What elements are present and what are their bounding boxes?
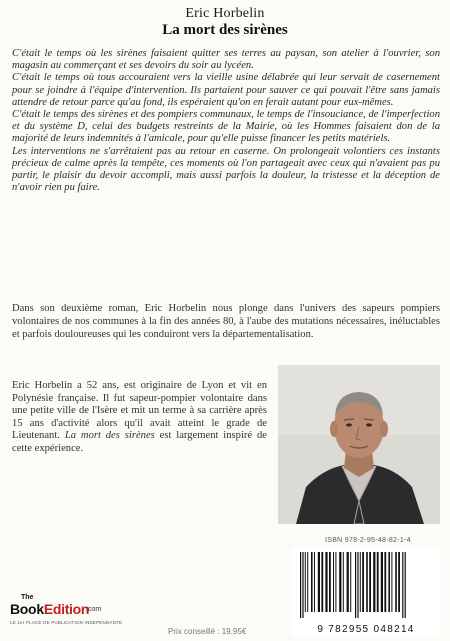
author-name: Eric Horbelin <box>185 6 265 21</box>
isbn-label: ISBN 978-2-95-48-82-1-4 <box>325 537 411 544</box>
barcode-bar <box>369 552 371 612</box>
barcode-bar <box>329 552 331 612</box>
barcode-bar <box>402 552 403 618</box>
barcode-bar <box>307 552 308 612</box>
barcode-bar <box>335 552 336 612</box>
barcode-bar <box>388 552 390 612</box>
author-bio <box>12 380 267 456</box>
publisher-name <box>10 601 89 617</box>
excerpt-paragraph: C'était le temps où les sirènes faisaient quitter ses terres au paysan, son atelier à l'ouvrier, son magasin au commerçant et ses devoirs du soir au lycéen. <box>12 48 440 72</box>
barcode-bar <box>384 552 386 612</box>
barcode-bar <box>350 552 351 612</box>
barcode-bar <box>360 552 361 612</box>
barcode-bar <box>300 552 301 618</box>
excerpt-block <box>12 48 440 194</box>
barcode-bar <box>405 552 406 618</box>
barcode-bars <box>292 548 440 622</box>
barcode-bar <box>343 552 344 612</box>
barcode-bar <box>347 552 349 612</box>
book-summary: Dans son deuxième roman, Eric Horbelin nous plonge dans l'univers des sapeurs pompiers volontaires de nos communes à la fin des années 80, à l'aube des mutations nécessaires, inéluctables et parfois douloureuses qui les conduiront vers la départementalisation. <box>12 303 440 340</box>
publisher-name-book: Book <box>10 601 44 617</box>
barcode-bar <box>398 552 400 612</box>
book-title: La mort des sirènes <box>162 22 288 38</box>
barcode-bar <box>321 552 323 612</box>
barcode-bar <box>318 552 320 612</box>
bio-text-end: est largement inspiré de cette expérience. <box>12 430 267 454</box>
author-photo <box>278 365 440 524</box>
excerpt-paragraph: C'était le temps des sirènes et des pompiers communaux, le temps de l'insouciance, de l'imperfection et du système D, celui des budgets restreints de la Mairie, où les Hommes faisaient don de la majorité de leurs indemnités à l'amicale, pour qu'elle puisse financer les petits matériels. <box>12 109 440 145</box>
barcode-bar <box>311 552 313 612</box>
barcode-bar <box>302 552 303 618</box>
barcode-bar <box>391 552 392 612</box>
barcode-bar <box>377 552 379 612</box>
barcode-bar <box>355 552 356 618</box>
barcode-bar <box>373 552 375 612</box>
publisher-logo <box>10 594 130 634</box>
bio-text: Eric Horbelin a 52 ans, est originaire de Lyon et vit en Polynésie française. Il fut sapeur-pompier volontaire dans une petite ville de l'Isère et mit un terme à sa carrière après 15 ans d'activité alors qu'il avait atteint le grade de Lieutenant. <box>12 380 267 442</box>
barcode-bar <box>357 552 358 618</box>
barcode-bar <box>395 552 397 612</box>
price-label: Prix conseillé : 19,95€ <box>168 627 247 636</box>
barcode-bar <box>362 552 364 612</box>
barcode-bar <box>325 552 327 612</box>
barcode-bar <box>339 552 341 612</box>
publisher-tagline: LE 1er PLACE DE PUBLICATION INDEPENDANTE <box>10 620 123 625</box>
barcode-bar <box>305 552 306 612</box>
portrait-illustration <box>278 365 440 524</box>
excerpt-paragraph: Les interventions ne s'arrêtaient pas au retour en caserne. On prolongeait volontiers ces instants précieux de calme après la tempête, ces moments où l'on partageait avec ceux qui n'avaient pas pu partir, le plaisir du devoir accompli, mais aussi parfois la douleur, la tristesse et la déception de n'avoir rien pu faire. <box>12 145 440 194</box>
publisher-name-edition: Edition <box>43 601 90 617</box>
publisher-domain: .com <box>86 606 102 613</box>
excerpt-paragraph: C'était le temps où tous accouraient vers la vieille usine délabrée qui leur servait de casernement pour se joindre à l'équipe d'intervention. Ils partaient pour sauver ce qui pouvait l'être sans jamais attendre de retour parce qu'au fond, ils espéraient qu'on en ferait autant pour eux-mêmes. <box>12 72 440 108</box>
publisher-the: The <box>21 594 34 601</box>
barcode-bar <box>366 552 368 612</box>
bio-book-title: La mort des sirènes <box>64 430 155 442</box>
barcode-bar <box>314 552 315 612</box>
barcode-bar <box>381 552 383 612</box>
barcode-number: 9 782955 048214 <box>317 624 415 635</box>
barcode <box>292 548 440 636</box>
barcode-bar <box>333 552 334 612</box>
